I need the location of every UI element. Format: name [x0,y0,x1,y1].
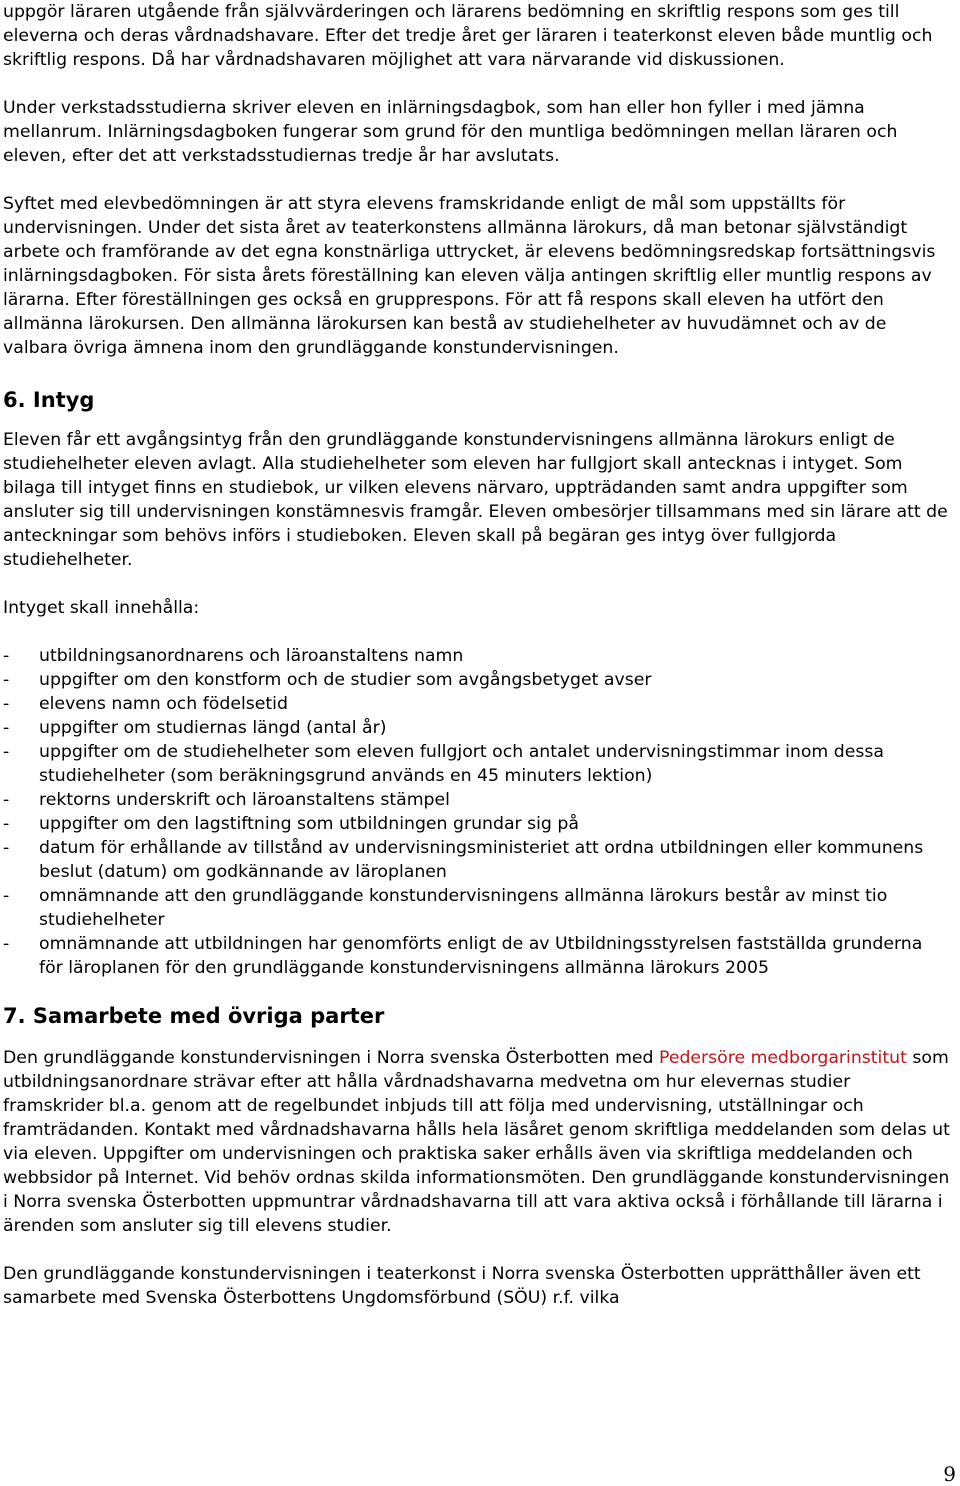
list-item [3,788,951,812]
list-item-text: utbildningsanordnarens och läroanstaltens namn [39,646,464,666]
list-item [3,740,951,788]
list-dash: - [3,742,10,762]
section-7-heading: 7. Samarbete med övriga parter [3,1004,385,1028]
list-item [3,884,951,932]
pedersore-medborgarinstitut-link[interactable]: Pedersöre medborgarinstitut [659,1048,907,1068]
list-item [3,668,951,692]
page-number: 9 [943,1462,956,1486]
list-item [3,716,951,740]
list-item [3,812,951,836]
paragraph-text-start: Den grundläggande konstundervisningen i Norra svenska Österbotten med [3,1048,660,1068]
certificate-list-intro: Intyget skall innehålla: [3,598,200,618]
list-item-text: omnämnande att den grundläggande konstundervisningens allmänna lärokurs består av minst tio studiehelheter [39,886,888,930]
list-item-text: uppgifter om de studiehelheter som eleven fullgjort och antalet undervisningstimmar inom dessa studiehelheter (som beräkningsgrund används en 45 minuters lektion) [39,742,884,786]
certificate-contents-list [3,644,951,980]
list-item-text: uppgifter om den konstform och de studier som avgångsbetyget avser [39,670,652,690]
list-item-text: uppgifter om den lagstiftning som utbildningen grundar sig på [39,814,579,834]
list-dash: - [3,886,10,906]
list-item [3,932,951,980]
list-item [3,836,951,884]
section-6-heading: 6. Intyg [3,388,95,412]
list-dash: - [3,694,10,714]
list-item-text: omnämnande att utbildningen har genomförts enligt de av Utbildningsstyrelsen fastställda grunderna för läroplanen för den grundläggande konstundervisningens allmänna lärokurs 2005 [39,934,923,978]
list-item-text: datum för erhållande av tillstånd av undervisningsministeriet att ordna utbildningen eller kommunens beslut (datum) om godkännande av läroplanen [39,838,924,882]
list-dash: - [3,646,10,666]
paragraph-certificate: Eleven får ett avgångsintyg från den grundläggande konstundervisningens allmänna lärokurs enligt de studiehelheter eleven avlagt. Alla studiehelheter som eleven har fullgjort skall antecknas i intyget. Som bilaga till intyget finns en studiebok, ur vilken elevens närvaro, uppträdanden samt andra uppgifter som ansluter sig till undervisningen konstämnesvis framgår. Eleven ombesörjer tillsammans med sin lärare att de anteckningar som behövs införs i studieboken. Eleven skall på begäran ges intyg över fullgjorda studiehelheter. [3,430,948,570]
list-dash: - [3,934,10,954]
list-item-text: rektorns underskrift och läroanstaltens stämpel [39,790,450,810]
list-dash: - [3,790,10,810]
list-dash: - [3,670,10,690]
list-item-text: uppgifter om studiernas längd (antal år) [39,718,387,738]
list-item [3,644,951,668]
list-item [3,692,951,716]
list-dash: - [3,718,10,738]
paragraph-guardian-cooperation [3,1046,951,1238]
paragraph-youth-association: Den grundläggande konstundervisningen i teaterkonst i Norra svenska Österbotten upprätthåller även ett samarbete med Svenska Österbottens Ungdomsförbund (SÖU) r.f. vilka [3,1264,921,1308]
document-page [3,0,951,1310]
paragraph-assessment-response: uppgör läraren utgående från självvärderingen och lärarens bedömning en skriftlig respons som ges till eleverna och deras vårdnadshavare. Efter det tredje året ger läraren i teaterkonst eleven både muntlig och skriftlig respons. Då har vårdnadshavaren möjlighet att vara närvarande vid diskussionen. [3,2,933,70]
paragraph-learning-diary: Under verkstadsstudierna skriver eleven en inlärningsdagbok, som han eller hon fyller i med jämna mellanrum. Inlärningsdagboken fungerar som grund för den muntliga bedömningen mellan läraren och eleven, efter det att verkstadsstudiernas tredje år har avslutats. [3,98,898,166]
paragraph-text-end: som utbildningsanordnare strävar efter att hålla vårdnadshavarna medvetna om hur elevernas studier framskrider bl.a. genom att de regelbundet inbjuds till att följa med undervisning, utställningar och framträdanden. Kontakt med vårdnadshavarna hålls hela läsåret genom skriftliga meddelanden som delas ut via eleven. Uppgifter om undervisningen och praktiska saker erhålls även via skriftliga meddelanden och webbsidor på Internet. Vid behöv ordnas skilda informationsmöten. Den grundläggande konstundervisningen i Norra svenska Österbotten uppmuntrar vårdnadshavarna till att vara aktiva också i förhållande till lärarna i ärenden som ansluter sig till elevens studier. [3,1048,950,1236]
list-dash: - [3,838,10,858]
paragraph-assessment-purpose: Syftet med elevbedömningen är att styra elevens framskridande enligt de mål som uppställts för undervisningen. Under det sista året av teaterkonstens allmänna lärokurs, då man betonar självständigt arbete och framförande av det egna konstnärliga uttrycket, är elevens bedömningsredskap fortsättningsvis inlärningsdagboken. För sista årets föreställning kan eleven välja antingen skriftlig eller muntlig respons av lärarna. Efter föreställningen ges också en grupprespons. För att få respons skall eleven ha utfört den allmänna lärokursen. Den allmänna lärokursen kan bestå av studiehelheter av huvudämnet och av de valbara övriga ämnena inom den grundläggande konstundervisningen. [3,194,936,358]
list-dash: - [3,814,10,834]
list-item-text: elevens namn och födelsetid [39,694,288,714]
